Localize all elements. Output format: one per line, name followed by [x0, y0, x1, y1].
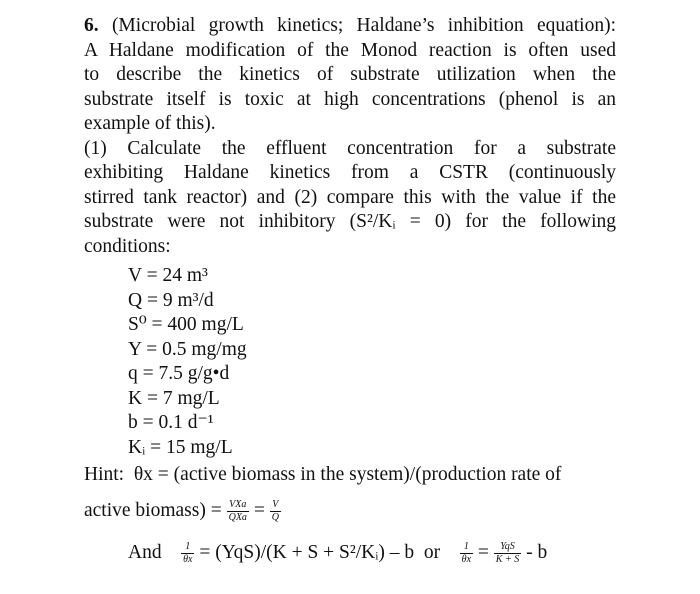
hint-line-2 — [84, 496, 281, 526]
and-label: And — [128, 542, 162, 563]
hint-line-2-text: active biomass) = — [84, 500, 222, 521]
body-line-3: substrate itself is toxic at high concentrations (phenol is an — [84, 88, 616, 110]
fraction-numerator: 1 — [460, 541, 473, 554]
fraction-denominator: θx — [183, 554, 193, 566]
minus-b: - b — [526, 542, 548, 563]
problem-title: (Microbial growth kinetics; Haldane’s inhibition equation): — [111, 15, 617, 36]
haldane-expression: = (YqS)/(K + S + S²/Kᵢ) – b — [199, 542, 415, 563]
body-line-6: exhibiting Haldane kinetics from a CSTR (continuously — [84, 162, 616, 183]
fraction-one-over-theta — [181, 541, 194, 566]
fraction-numerator: 1 — [181, 541, 194, 554]
body-line-5: (1) Calculate the effluent concentration for a substrate — [84, 137, 616, 159]
or-label: or — [423, 542, 441, 563]
condition-decay: b = 0.1 d⁻¹ — [128, 412, 214, 433]
condition-half-saturation: K = 7 mg/L — [128, 387, 220, 409]
condition-flow: Q = 9 m³/d — [128, 289, 214, 311]
fraction-v-over-q — [270, 499, 281, 524]
fraction-vxa-over-qxa — [227, 499, 249, 524]
body-line-9: conditions: — [84, 235, 171, 257]
fraction-one-over-theta-2 — [460, 541, 473, 566]
condition-yield: Y = 0.5 mg/mg — [128, 338, 247, 360]
fraction-numerator: YqS — [494, 541, 521, 554]
body-line-4: example of this). — [84, 113, 216, 134]
problem-number: 6. — [84, 15, 99, 36]
problem-statement — [84, 14, 616, 259]
fraction-denominator: K + S — [495, 554, 520, 566]
hint-line-1 — [84, 464, 561, 486]
fraction-numerator: V — [270, 499, 281, 512]
condition-influent-substrate: S⁰ = 400 mg/L — [128, 314, 244, 335]
equals-sign: = — [253, 500, 265, 521]
body-line-8: substrate were not inhibitory (S²/Kᵢ = 0) for the following — [84, 211, 616, 232]
hint-definition: θx = (active biomass in the system)/(production rate of — [133, 464, 562, 485]
condition-inhibition-constant: Kᵢ = 15 mg/L — [128, 436, 233, 458]
condition-max-rate: q = 7.5 g/g•d — [128, 363, 230, 384]
problem-heading — [84, 14, 616, 39]
body-line-7: stirred tank reactor) and (2) compare this with the value if the — [84, 186, 616, 208]
hint-label: Hint: — [84, 464, 125, 485]
fraction-denominator: Q — [271, 512, 279, 524]
fraction-denominator: θx — [461, 554, 472, 566]
fraction-monod — [494, 541, 521, 566]
fraction-numerator: VXa — [227, 499, 249, 512]
hint-line-3 — [128, 538, 547, 568]
equals-sign-2: = — [477, 542, 489, 563]
body-line-2: to describe the kinetics of substrate utilization when the — [84, 64, 616, 85]
fraction-denominator: QXa — [228, 512, 247, 524]
conditions-list — [128, 264, 247, 460]
condition-volume: V = 24 m³ — [128, 265, 208, 286]
body-line-1: A Haldane modification of the Monod reaction is often used — [84, 39, 616, 61]
